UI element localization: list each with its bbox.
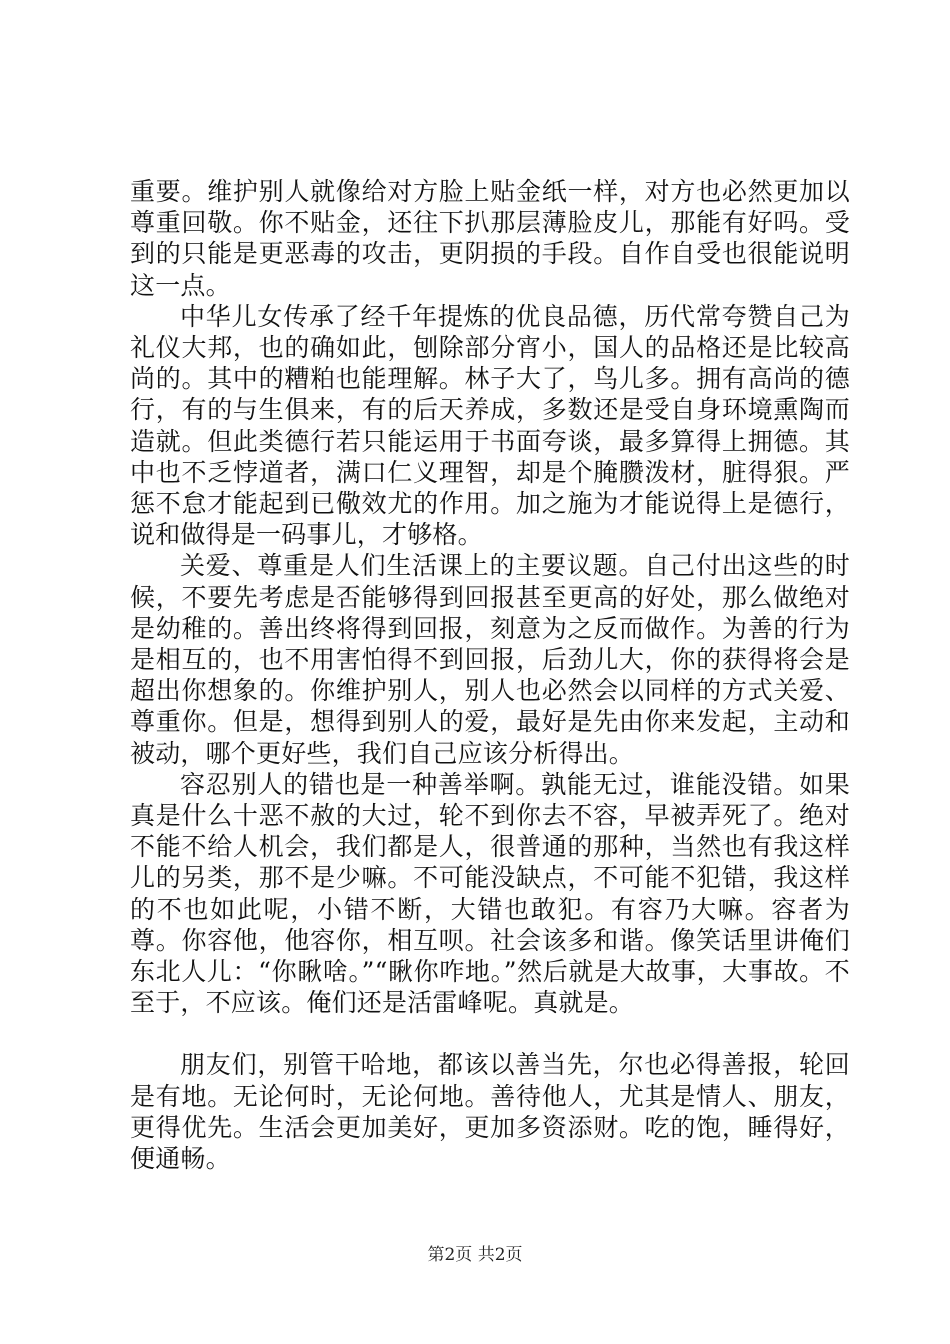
page-number-footer: 第2页 共2页 <box>427 1245 523 1265</box>
paragraph-2: 中华儿女传承了经千年提炼的优良品德，历代常夸赞自己为礼仪大邦，也的确如此，刨除部分宵小，国人的品格还是比较高尚的。其中的糟粕也能理解。林子大了，鸟儿多。拥有高尚的德行，有的与生俱来，有的后天养成，多数还是受自身环境熏陶而造就。但此类德行若只能运用于书面夸谈，最多算得上拥德。其中也不乏悖道者，满口仁义理智，却是个腌臜泼材，脏得狠。严惩不怠才能起到已儆效尤的作用。加之施为才能说得上是德行，说和做得是一码事儿，才够格。 <box>130 301 850 550</box>
paragraph-5: 朋友们，别管干哈地，都该以善当先，尔也必得善报，轮回是有地。无论何时，无论何地。善待他人，尤其是情人、朋友，更得优先。生活会更加美好，更加多资添财。吃的饱，睡得好，便通畅。 <box>130 1050 850 1174</box>
paragraph-1: 重要。维护别人就像给对方脸上贴金纸一样，对方也必然更加以尊重回敬。你不贴金，还往下扒那层薄脸皮儿，那能有好吗。受到的只能是更恶毒的攻击，更阴损的手段。自作自受也很能说明这一点。 <box>130 177 850 300</box>
document-body <box>130 176 850 1174</box>
paragraph-4: 容忍别人的错也是一种善举啊。孰能无过，谁能没错。如果真是什么十恶不赦的大过，轮不到你去不容，早被弄死了。绝对不能不给人机会，我们都是人，很普通的那种，当然也有我这样儿的另类，那不是少嘛。不可能没缺点，不可能不犯错，我这样的不也如此呢，小错不断，大错也敢犯。有容乃大嘛。容者为尊。你容他，他容你，相互呗。社会该多和谐。像笑话里讲俺们东北人儿：“你瞅啥。”“瞅你咋地。”然后就是大故事，大事故。不至于，不应该。俺们还是活雷峰呢。真就是。 <box>130 769 850 1018</box>
paragraph-3: 关爱、尊重是人们生活课上的主要议题。自己付出这些的时候，不要先考虑是否能够得到回报甚至更高的好处，那么做绝对是幼稚的。善出终将得到回报，刻意为之反而做作。为善的行为是相互的，也不用害怕得不到回报，后劲儿大，你的获得将会是超出你想象的。你维护别人，别人也必然会以同样的方式关爱、尊重你。但是，想得到别人的爱，最好是先由你来发起，主动和被动，哪个更好些，我们自己应该分析得出。 <box>130 551 850 768</box>
